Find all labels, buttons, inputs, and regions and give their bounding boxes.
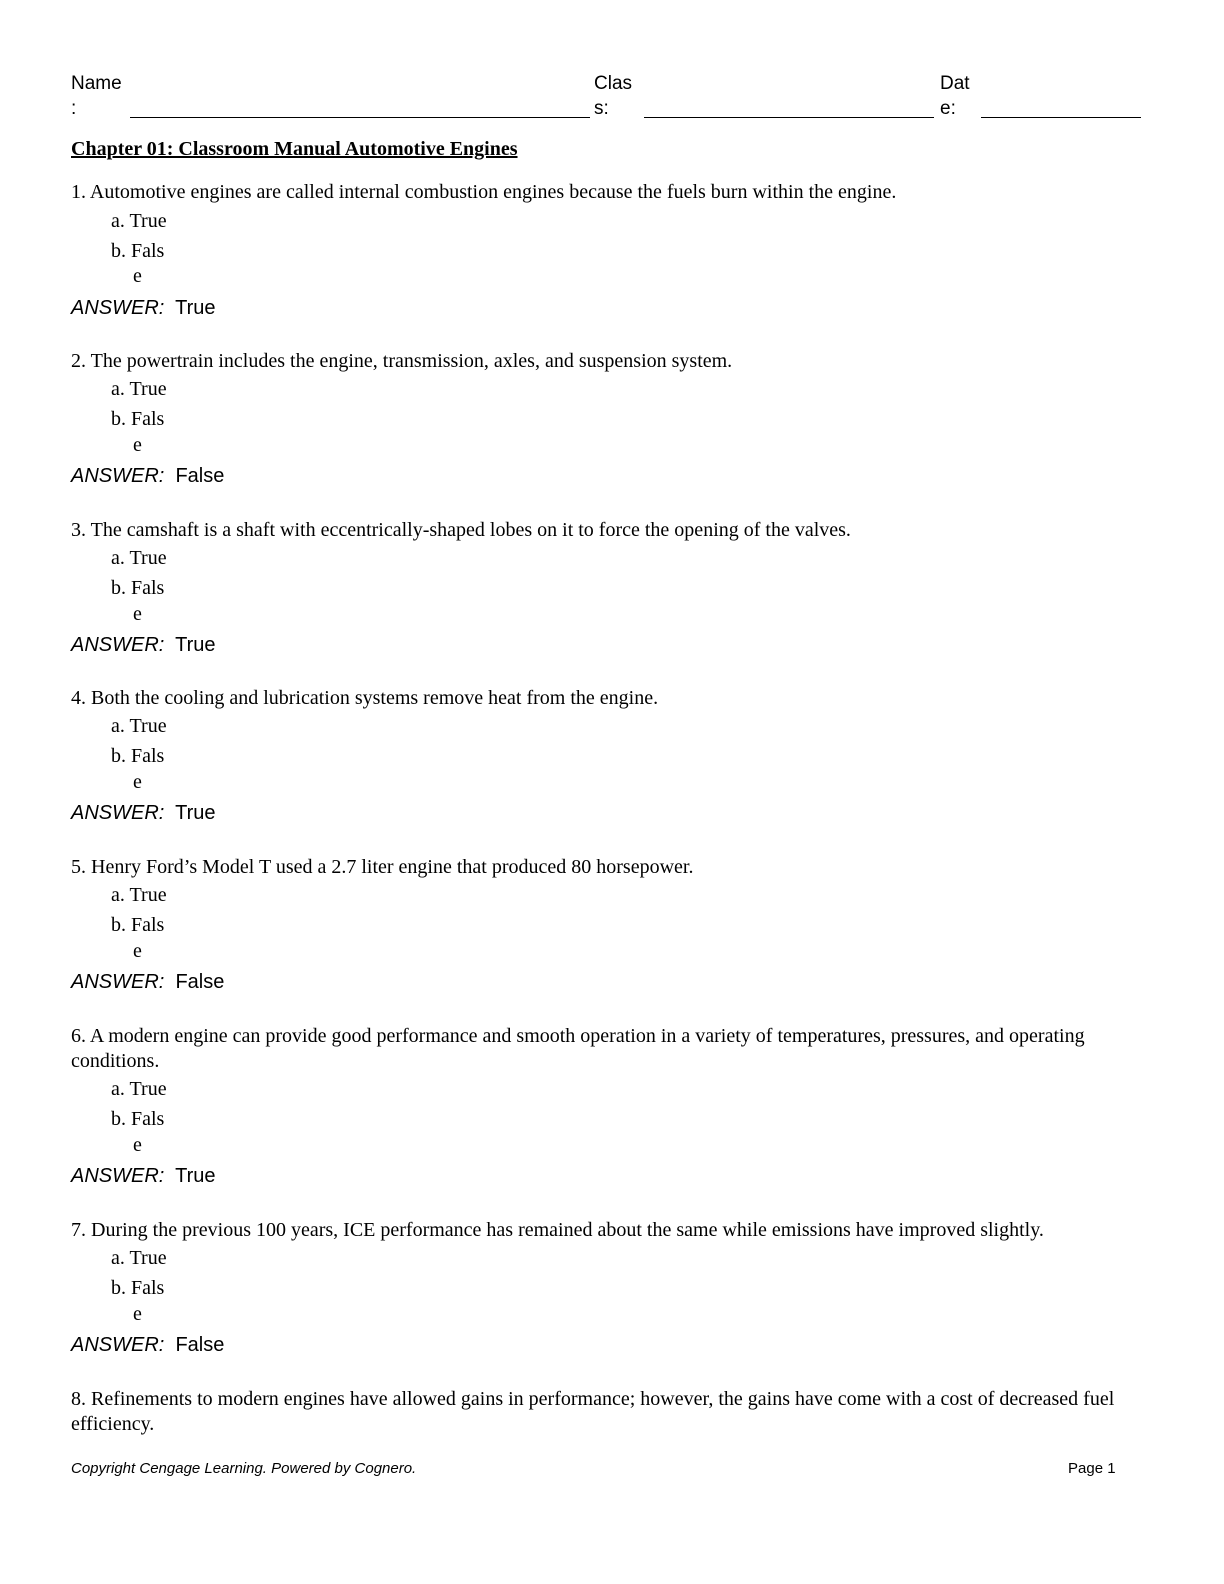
- question-text: 7. During the previous 100 years, ICE performance has remained about the same while emissions have improved slightly.: [71, 1219, 1044, 1241]
- answer: [71, 1164, 216, 1189]
- question-text: 3. The camshaft is a shaft with eccentrically-shaped lobes on it to force the opening of the valves.: [71, 519, 851, 541]
- answer-label: ANSWER:: [71, 634, 165, 656]
- answer-label: ANSWER:: [71, 465, 165, 487]
- option-true[interactable]: a. True: [111, 547, 167, 569]
- option-false[interactable]: b. Fals: [111, 1277, 165, 1299]
- class-label: Clas s:: [594, 73, 633, 119]
- answer: [71, 464, 224, 489]
- option-false-wrap: e: [133, 603, 142, 625]
- answer-value: True: [175, 634, 216, 656]
- name-field[interactable]: [130, 117, 590, 118]
- question-text: 2. The powertrain includes the engine, transmission, axles, and suspension system.: [71, 350, 733, 372]
- answer: [71, 1333, 224, 1358]
- option-true[interactable]: a. True: [111, 378, 167, 400]
- option-false[interactable]: b. Fals: [111, 745, 165, 767]
- answer: [71, 633, 216, 658]
- question-text: 6. A modern engine can provide good performance and smooth operation in a variety of temperatures, pressures, and operating conditions.: [71, 1025, 1085, 1072]
- date-label: Dat e:: [940, 73, 970, 119]
- answer-label: ANSWER:: [71, 971, 165, 993]
- option-false[interactable]: b. Fals: [111, 240, 165, 262]
- answer: [71, 296, 216, 321]
- option-false-wrap: e: [133, 1134, 142, 1156]
- question-text: 5. Henry Ford’s Model T used a 2.7 liter engine that produced 80 horsepower.: [71, 856, 694, 878]
- option-false-wrap: e: [133, 771, 142, 793]
- answer-value: True: [175, 297, 216, 319]
- answer: [71, 801, 216, 826]
- answer-value: True: [175, 802, 216, 824]
- question-text: 1. Automotive engines are called internal combustion engines because the fuels burn within the engine.: [71, 181, 897, 203]
- answer: [71, 970, 224, 995]
- option-false[interactable]: b. Fals: [111, 914, 165, 936]
- option-true[interactable]: a. True: [111, 884, 167, 906]
- option-true[interactable]: a. True: [111, 1247, 167, 1269]
- question-text: 4. Both the cooling and lubrication systems remove heat from the engine.: [71, 687, 659, 709]
- name-label: Name :: [71, 73, 122, 119]
- option-true[interactable]: a. True: [111, 1078, 167, 1100]
- answer-value: False: [175, 1334, 225, 1356]
- option-false-wrap: e: [133, 434, 142, 456]
- option-false-wrap: e: [133, 1303, 142, 1325]
- option-true[interactable]: a. True: [111, 210, 167, 232]
- option-true[interactable]: a. True: [111, 715, 167, 737]
- class-field[interactable]: [644, 117, 934, 118]
- answer-label: ANSWER:: [71, 297, 165, 319]
- option-false-wrap: e: [133, 940, 142, 962]
- answer-value: False: [175, 465, 225, 487]
- question-text: 8. Refinements to modern engines have allowed gains in performance; however, the gains have come with a cost of decreased fuel efficiency.: [71, 1388, 1115, 1435]
- option-false[interactable]: b. Fals: [111, 1108, 165, 1130]
- answer-label: ANSWER:: [71, 1165, 165, 1187]
- page-title: Chapter 01: Classroom Manual Automotive Engines: [71, 138, 518, 160]
- answer-label: ANSWER:: [71, 802, 165, 824]
- option-false[interactable]: b. Fals: [111, 408, 165, 430]
- footer-page-number: Page 1: [1068, 1460, 1116, 1477]
- answer-value: True: [175, 1165, 216, 1187]
- option-false[interactable]: b. Fals: [111, 577, 165, 599]
- footer-copyright: Copyright Cengage Learning. Powered by Cognero.: [71, 1460, 417, 1477]
- date-field[interactable]: [981, 117, 1141, 118]
- answer-label: ANSWER:: [71, 1334, 165, 1356]
- answer-value: False: [175, 971, 225, 993]
- option-false-wrap: e: [133, 265, 142, 287]
